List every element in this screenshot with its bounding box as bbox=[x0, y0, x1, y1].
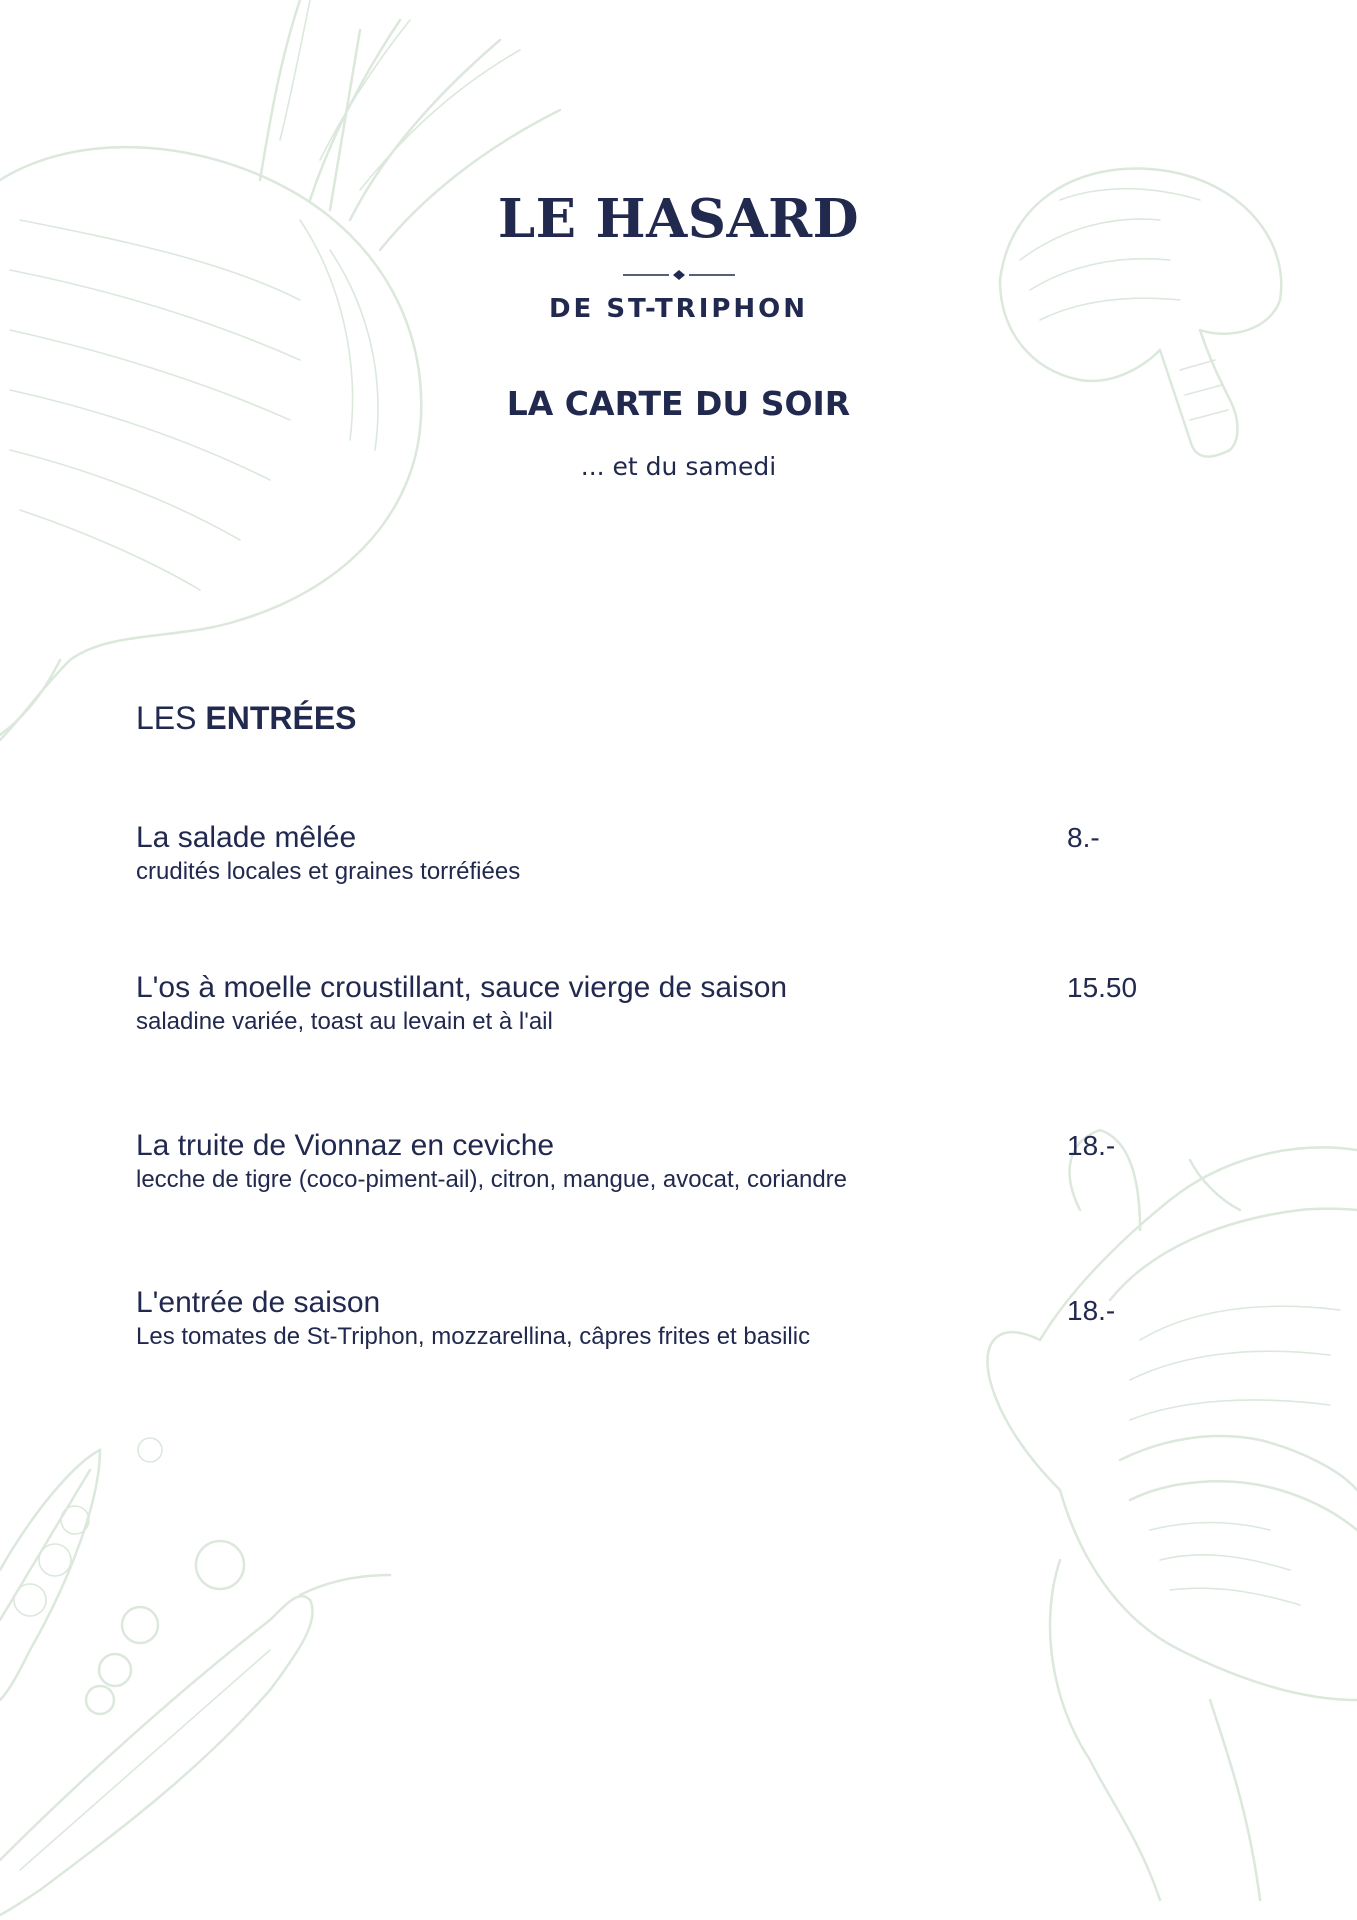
menu-item bbox=[136, 1128, 1136, 1196]
menu-item-description: saladine variée, toast au levain et à l'ail bbox=[136, 1008, 553, 1035]
menu-item-name: La truite de Vionnaz en ceviche bbox=[136, 1129, 555, 1162]
section-heading bbox=[136, 700, 357, 737]
menu-item-name: L'os à moelle croustillant, sauce vierge de saison bbox=[136, 971, 788, 1004]
menu-item-description: lecche de tigre (coco-piment-ail), citron, mangue, avocat, coriandre bbox=[136, 1166, 847, 1193]
menu-item-description: Les tomates de St-Triphon, mozzarellina, câpres frites et basilic bbox=[136, 1323, 811, 1350]
menu-item-price: 18.- bbox=[1067, 1130, 1116, 1161]
restaurant-subname: DE ST-TRIPHON bbox=[548, 294, 809, 324]
menu-item-name: La salade mêlée bbox=[136, 821, 357, 854]
menu-item bbox=[136, 820, 1136, 888]
menu-item-description: crudités locales et graines torréfiées bbox=[136, 858, 521, 885]
logo-divider-ornament bbox=[623, 270, 735, 280]
menu-item bbox=[136, 1285, 1136, 1353]
restaurant-name: LE HASARD bbox=[497, 188, 860, 250]
menu-item bbox=[136, 970, 1136, 1038]
section-heading-bold: ENTRÉES bbox=[205, 700, 357, 736]
menu-item-name: L'entrée de saison bbox=[136, 1286, 381, 1319]
section-heading-prefix: LES bbox=[136, 700, 206, 736]
menu-title: LA CARTE DU SOIR bbox=[506, 384, 851, 423]
menu-subtitle: ... et du samedi bbox=[580, 452, 777, 481]
menu-item-price: 18.- bbox=[1067, 1295, 1116, 1326]
menu-item-price: 8.- bbox=[1067, 822, 1100, 853]
menu-item-price: 15.50 bbox=[1067, 972, 1138, 1003]
